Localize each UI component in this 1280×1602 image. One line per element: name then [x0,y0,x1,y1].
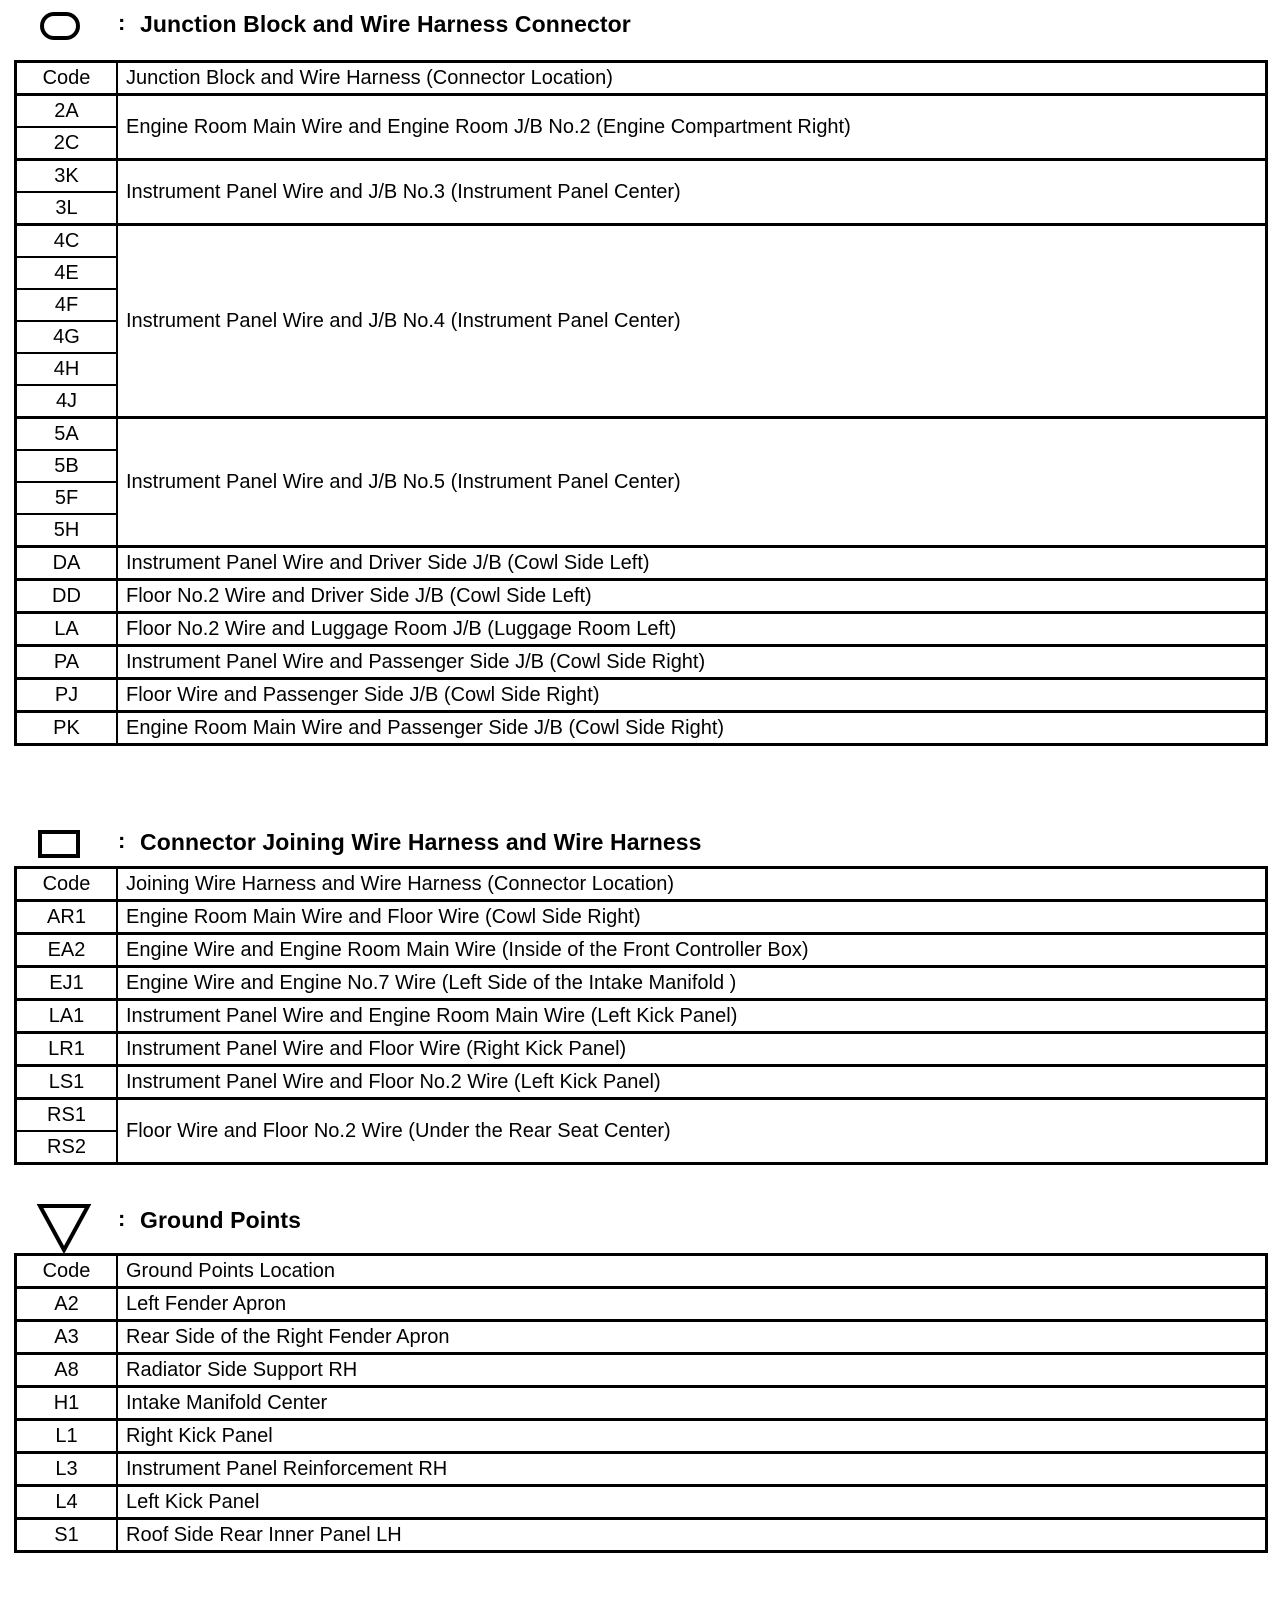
table-row [16,1453,1267,1486]
location-cell: Instrument Panel Wire and J/B No.4 (Instrument Panel Center) [117,225,1267,418]
code-cell: 5F [16,482,118,514]
code-cell: 2A [16,95,118,128]
location-cell: Engine Room Main Wire and Floor Wire (Cowl Side Right) [117,901,1267,934]
section-title: Ground Points [140,1207,302,1233]
table-row [16,1066,1267,1099]
code-cell: EJ1 [16,967,118,1000]
section-colon: : [118,1206,126,1231]
section-header [14,2,1268,60]
code-cell: RS2 [16,1131,118,1164]
table-row [16,160,1267,193]
code-cell: 5H [16,514,118,547]
table-header-row [16,1255,1267,1288]
location-cell: Instrument Panel Reinforcement RH [117,1453,1267,1486]
code-cell: LA [16,613,118,646]
table-row [16,613,1267,646]
code-cell: 5A [16,418,118,451]
location-cell: Floor No.2 Wire and Driver Side J/B (Cowl Side Left) [117,580,1267,613]
table-row [16,1420,1267,1453]
location-cell: Engine Room Main Wire and Engine Room J/B No.2 (Engine Compartment Right) [117,95,1267,160]
table-row [16,580,1267,613]
location-cell: Instrument Panel Wire and J/B No.3 (Instrument Panel Center) [117,160,1267,225]
table-row [16,95,1267,128]
code-cell: 4C [16,225,118,258]
location-cell: Engine Room Main Wire and Passenger Side J/B (Cowl Side Right) [117,712,1267,745]
table-row [16,712,1267,745]
location-cell: Instrument Panel Wire and Driver Side J/B (Cowl Side Left) [117,547,1267,580]
code-column-header: Code [16,62,118,95]
code-cell: 3K [16,160,118,193]
location-cell: Floor Wire and Passenger Side J/B (Cowl Side Right) [117,679,1267,712]
table-row [16,1000,1267,1033]
location-cell: Roof Side Rear Inner Panel LH [117,1519,1267,1552]
section-colon: : [118,10,126,35]
code-cell: EA2 [16,934,118,967]
code-cell: 4G [16,321,118,353]
section-table [14,1253,1268,1553]
code-cell: LR1 [16,1033,118,1066]
table-row [16,1033,1267,1066]
code-cell: L4 [16,1486,118,1519]
section-title: Junction Block and Wire Harness Connector [140,11,631,37]
code-cell: LS1 [16,1066,118,1099]
location-cell: Engine Wire and Engine No.7 Wire (Left Side of the Intake Manifold ) [117,967,1267,1000]
triangle-symbol-icon [36,1202,92,1254]
location-cell: Right Kick Panel [117,1420,1267,1453]
location-cell: Engine Wire and Engine Room Main Wire (Inside of the Front Controller Box) [117,934,1267,967]
code-cell: L3 [16,1453,118,1486]
code-cell: PA [16,646,118,679]
location-cell: Instrument Panel Wire and Passenger Side J/B (Cowl Side Right) [117,646,1267,679]
location-cell: Left Fender Apron [117,1288,1267,1321]
table-row [16,1354,1267,1387]
table-row [16,1519,1267,1552]
code-cell: PJ [16,679,118,712]
code-cell: 4H [16,353,118,385]
code-cell: LA1 [16,1000,118,1033]
table-header-row [16,62,1267,95]
section-header [14,1196,1268,1253]
location-column-header: Ground Points Location [117,1255,1267,1288]
location-cell: Instrument Panel Wire and Engine Room Main Wire (Left Kick Panel) [117,1000,1267,1033]
location-column-header: Joining Wire Harness and Wire Harness (Connector Location) [117,868,1267,901]
code-cell: H1 [16,1387,118,1420]
location-cell: Instrument Panel Wire and Floor Wire (Right Kick Panel) [117,1033,1267,1066]
code-cell: S1 [16,1519,118,1552]
section-table [14,60,1268,746]
code-column-header: Code [16,1255,118,1288]
location-column-header: Junction Block and Wire Harness (Connector Location) [117,62,1267,95]
code-cell: L1 [16,1420,118,1453]
section-title: Connector Joining Wire Harness and Wire Harness [140,829,702,855]
section-header [14,820,1268,866]
code-cell: 4J [16,385,118,418]
section-table [14,866,1268,1165]
location-cell: Left Kick Panel [117,1486,1267,1519]
table-header-row [16,868,1267,901]
table-row [16,1099,1267,1132]
table-row [16,646,1267,679]
oval-symbol-icon [40,12,80,40]
table-row [16,967,1267,1000]
code-cell: A3 [16,1321,118,1354]
table-row [16,1288,1267,1321]
location-cell: Instrument Panel Wire and Floor No.2 Wire (Left Kick Panel) [117,1066,1267,1099]
code-cell: 2C [16,127,118,160]
code-cell: AR1 [16,901,118,934]
code-cell: A8 [16,1354,118,1387]
table-row [16,934,1267,967]
code-cell: 5B [16,450,118,482]
table-row [16,1486,1267,1519]
location-cell: Floor Wire and Floor No.2 Wire (Under the Rear Seat Center) [117,1099,1267,1164]
location-cell: Rear Side of the Right Fender Apron [117,1321,1267,1354]
junction-block-section [14,2,1268,746]
code-cell: A2 [16,1288,118,1321]
code-cell: 4F [16,289,118,321]
connector-joining-section [14,820,1268,1165]
table-row [16,418,1267,451]
table-row [16,1321,1267,1354]
table-row [16,679,1267,712]
location-cell: Floor No.2 Wire and Luggage Room J/B (Luggage Room Left) [117,613,1267,646]
code-cell: RS1 [16,1099,118,1132]
table-row [16,225,1267,258]
location-cell: Radiator Side Support RH [117,1354,1267,1387]
code-cell: 3L [16,192,118,225]
section-colon: : [118,828,126,853]
code-column-header: Code [16,868,118,901]
code-cell: PK [16,712,118,745]
code-cell: DA [16,547,118,580]
location-cell: Intake Manifold Center [117,1387,1267,1420]
ground-points-section [14,1196,1268,1553]
code-cell: 4E [16,257,118,289]
rectangle-symbol-icon [38,830,80,858]
code-cell: DD [16,580,118,613]
location-cell: Instrument Panel Wire and J/B No.5 (Instrument Panel Center) [117,418,1267,547]
table-row [16,1387,1267,1420]
table-row [16,901,1267,934]
table-row [16,547,1267,580]
